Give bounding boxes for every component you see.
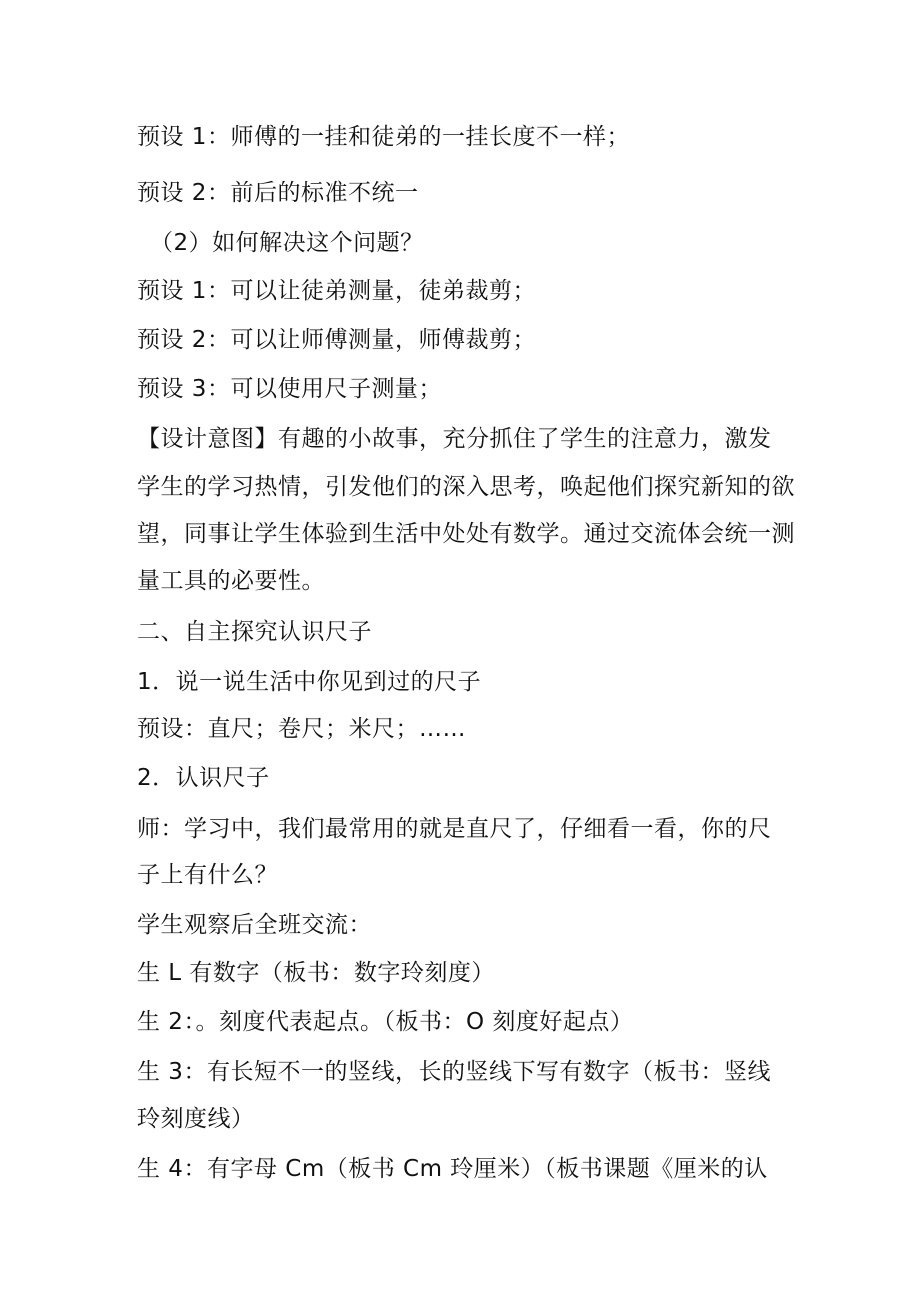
design-intent-line-4: 量工具的必要性。 — [137, 568, 325, 594]
teacher-line-2: 子上有什么？ — [137, 862, 278, 888]
question-heading: （2）如何解决这个问题？ — [150, 230, 424, 256]
design-intent-line-1: 【设计意图】有趣的小故事，充分抓住了学生的注意力，激发 — [137, 426, 772, 452]
class-exchange-line: 学生观察后全班交流： — [137, 912, 372, 938]
student-4-line: 生 4：有字母 Cm（板书 Cm 玲厘米）（板书课题《厘米的认 — [137, 1156, 768, 1182]
preset-line-2: 预设 2：前后的标准不统一 — [137, 180, 419, 206]
student-2-line: 生 2：。刻度代表起点。（板书：O 刻度好起点） — [137, 1009, 634, 1035]
student-3-line-1: 生 3：有长短不一的竖线，长的竖线下写有数字（板书：竖线 — [137, 1059, 771, 1085]
section-heading: 二、自主探究认识尺子 — [137, 619, 372, 645]
preset-line-3: 预设 1：可以让徒弟测量，徒弟裁剪； — [137, 278, 536, 304]
step-2-heading: 2．认识尺子 — [137, 765, 270, 791]
preset-line-1: 预设 1：师傅的一挂和徒弟的一挂长度不一样； — [137, 124, 630, 150]
teacher-line-1: 师：学习中，我们最常用的就是直尺了，仔细看一看，你的尺 — [137, 816, 772, 842]
preset-line-5: 预设 3：可以使用尺子测量； — [137, 376, 442, 402]
preset-line-4: 预设 2：可以让师傅测量，师傅裁剪； — [137, 327, 536, 353]
design-intent-line-2: 学生的学习热情，引发他们的深入思考，唤起他们探究新知的欲 — [137, 474, 795, 500]
step-1-heading: 1．说一说生活中你见到过的尺子 — [137, 669, 482, 695]
student-3-line-2: 玲刻度线） — [137, 1106, 255, 1132]
preset-rulers: 预设：直尺；卷尺；米尺；…… — [137, 716, 466, 742]
student-1-line: 生 L 有数字（板书：数字玲刻度） — [137, 960, 495, 986]
design-intent-line-3: 望，同事让学生体验到生活中处处有数学。通过交流体会统一测 — [137, 521, 795, 547]
